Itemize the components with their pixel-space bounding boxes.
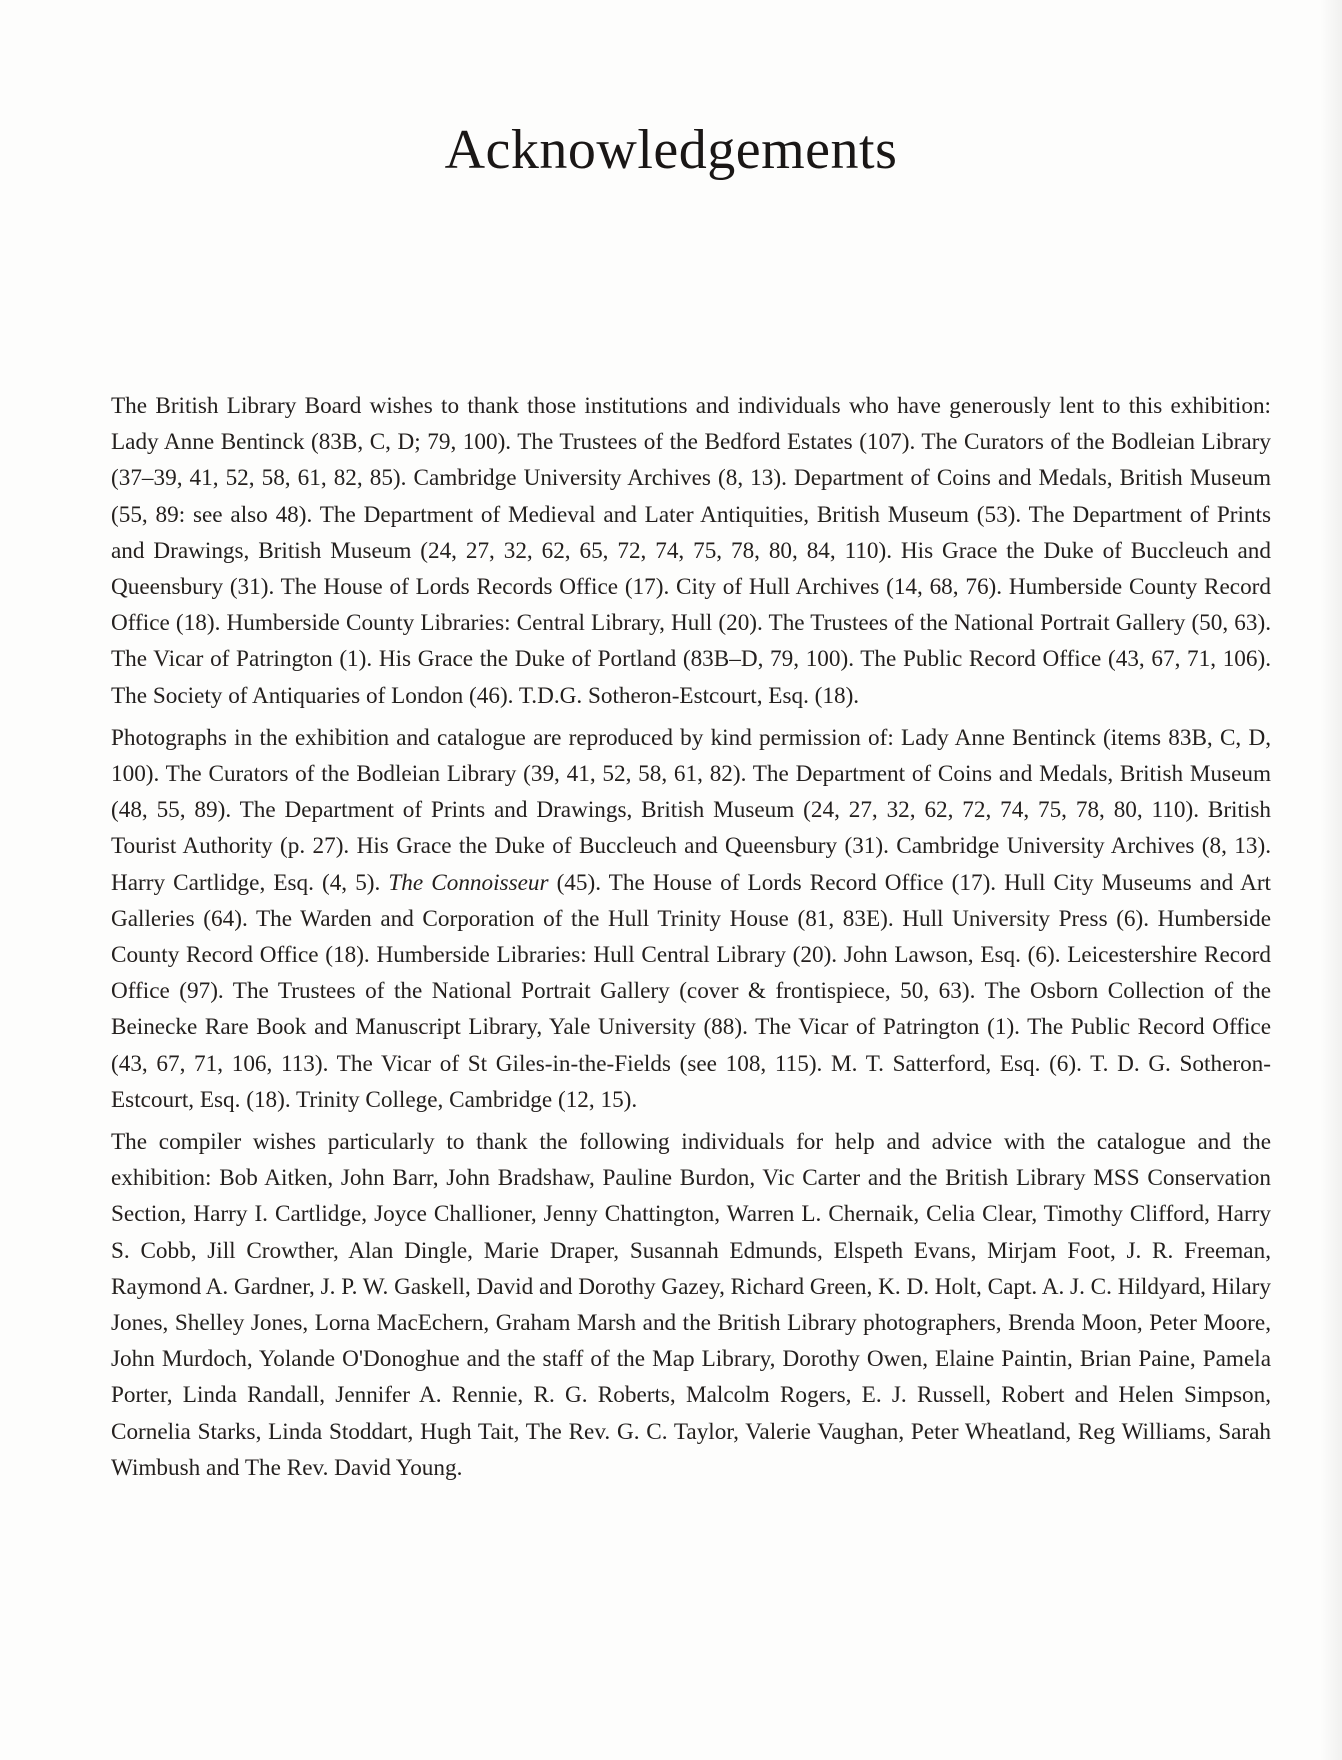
compiler-thanks-paragraph xyxy=(111,1124,1271,1486)
lenders-text: The British Library Board wishes to thank those institutions and individuals who have generously lent to this exhibition: Lady Anne Bentinck (83B, C, D; 79, 100). The Trustees of the Bedford Estates (107). The Curators of the Bodleian Library (37–39, 41, 52, 58, 61, 82, 85). Cambridge University Archives (8, 13). Department of Coins and Medals, British Museum (55, 89: see also 48). The Department of Medieval and Later Antiquities, British Museum (53). The Department of Prints and Drawings, British Museum (24, 27, 32, 62, 65, 72, 74, 75, 78, 80, 84, 110). His Grace the Duke of Buccleuch and Queensbury (31). The House of Lords Records Office (17). City of Hull Archives (14, 68, 76). Humberside County Record Office (18). Humberside County Libraries: Central Library, Hull (20). The Trustees of the National Portrait Gallery (50, 63). The Vicar of Patrington (1). His Grace the Duke of Portland (83B–D, 79, 100). The Public Record Office (43, 67, 71, 106). The Society of Antiquaries of London (46). T.D.G. Sotheron-Estcourt, Esq. (18). xyxy=(111,393,1271,709)
page-title: Acknowledgements xyxy=(444,119,898,181)
acknowledgements-body xyxy=(111,388,1271,1492)
photographs-text-start: Photographs in the exhibition and catalogue are reproduced by kind permission of: Lady Anne Bentinck (items 83B, C, D, 100). The Curators of the Bodleian Library (39, 41, 52, 58, 61, 82). The Department of Coins and Medals, British Museum (48, 55, 89). The Department of Prints and Drawings, British Museum (24, 27, 32, 62, 72, 74, 75, 78, 80, 110). British Tourist Authority (p. 27). His Grace the Duke of Buccleuch and Queensbury (31). Cambridge University Archives (8, 13). Harry Cartlidge, Esq. (4, 5). xyxy=(111,724,1271,896)
page-edge-shadow xyxy=(1320,0,1342,1760)
photographs-paragraph xyxy=(111,720,1271,1118)
photographs-text-end: (45). The House of Lords Record Office (17). Hull City Museums and Art Galleries (64). The Warden and Corporation of the Hull Trinity House (81, 83E). Hull University Press (6). Humberside County Record Office (18). Humberside Libraries: Hull Central Library (20). John Lawson, Esq. (6). Leicestershire Record Office (97). The Trustees of the National Portrait Gallery (cover & frontispiece, 50, 63). The Osborn Collection of the Beinecke Rare Book and Manuscript Library, Yale University (88). The Vicar of Patrington (1). The Public Record Office (43, 67, 71, 106, 113). The Vicar of St Giles-in-the-Fields (see 108, 115). M. T. Satterford, Esq. (6). T. D. G. Sotheron-Estcourt, Esq. (18). Trinity College, Cambridge (12, 15). xyxy=(111,869,1271,1113)
publication-title: The Connoisseur xyxy=(388,869,549,896)
lenders-paragraph xyxy=(111,388,1271,714)
compiler-thanks-text: The compiler wishes particularly to thank the following individuals for help and advice with the catalogue and the exhibition: Bob Aitken, John Barr, John Bradshaw, Pauline Burdon, Vic Carter and the British Library MSS Conservation Section, Harry I. Cartlidge, Joyce Challioner, Jenny Chattington, Warren L. Chernaik, Celia Clear, Timothy Clifford, Harry S. Cobb, Jill Crowther, Alan Dingle, Marie Draper, Susannah Edmunds, Elspeth Evans, Mirjam Foot, J. R. Freeman, Raymond A. Gardner, J. P. W. Gaskell, David and Dorothy Gazey, Richard Green, K. D. Holt, Capt. A. J. C. Hildyard, Hilary Jones, Shelley Jones, Lorna MacEchern, Graham Marsh and the British Library photographers, Brenda Moon, Peter Moore, John Murdoch, Yolande O'Donoghue and the staff of the Map Library, Dorothy Owen, Elaine Paintin, Brian Paine, Pamela Porter, Linda Randall, Jennifer A. Rennie, R. G. Roberts, Malcolm Rogers, E. J. Russell, Robert and Helen Simpson, Cornelia Starks, Linda Stoddart, Hugh Tait, The Rev. G. C. Taylor, Valerie Vaughan, Peter Wheatland, Reg Williams, Sarah Wimbush and The Rev. David Young. xyxy=(111,1129,1271,1481)
